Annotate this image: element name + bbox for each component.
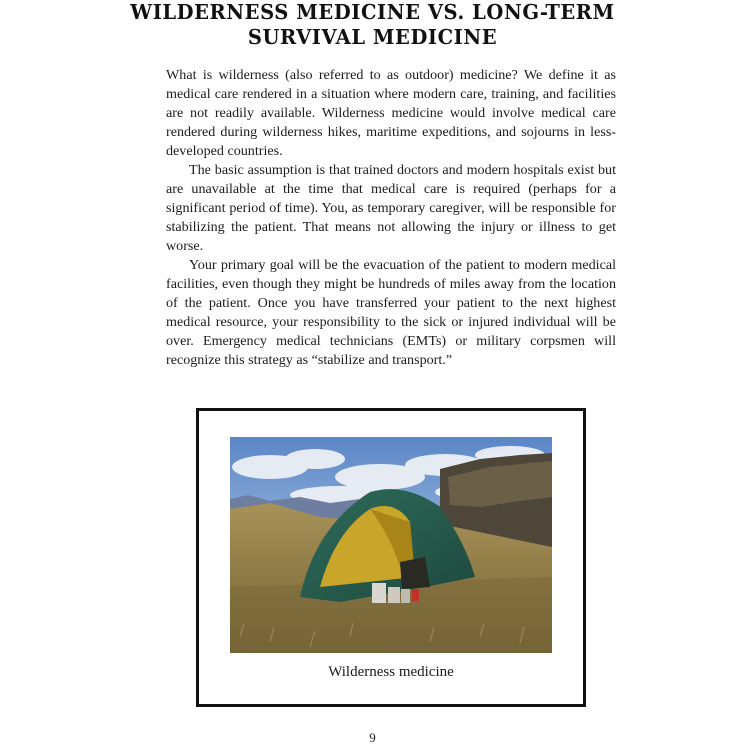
page-number: 9	[369, 730, 376, 745]
paragraph-2: The basic assumption is that trained doctors and modern hospitals exist but are unavailable at the time that medical care is required (perhaps for a significant period of time). You, as temporary caregiver, will be responsible for stabilizing the patient. That means not allowing the injury or illness to get worse.	[166, 162, 616, 254]
tent-photo-illustration	[230, 437, 552, 653]
tent-photo	[230, 437, 552, 653]
page-title	[19, 0, 727, 50]
body-text	[166, 66, 616, 370]
paragraph-3: Your primary goal will be the evacuation of the patient to modern medical facilities, even though they might be hundreds of miles away from the location of the patient. Once you have transferred your patient to the next highest medical resource, your responsibility to the sick or injured individual will be over. Emergency medical technicians (EMTs) or military corpsmen will recognize this strategy as “stabilize and transport.”	[166, 257, 616, 368]
paragraph-1: What is wilderness (also referred to as outdoor) medicine? We define it as medical care rendered in a situation where modern care, training, and facilities are not readily available. Wilderness medicine would involve medical care rendered during wilderness hikes, maritime expeditions, and sojourns in less-developed countries.	[166, 67, 616, 159]
page-title-line-2: SURVIVAL MEDICINE	[247, 25, 498, 49]
page-title-line-1: WILDERNESS MEDICINE VS. LONG-TERM	[130, 0, 615, 24]
figure-caption: Wilderness medicine	[328, 664, 454, 680]
figure-frame	[196, 408, 586, 707]
